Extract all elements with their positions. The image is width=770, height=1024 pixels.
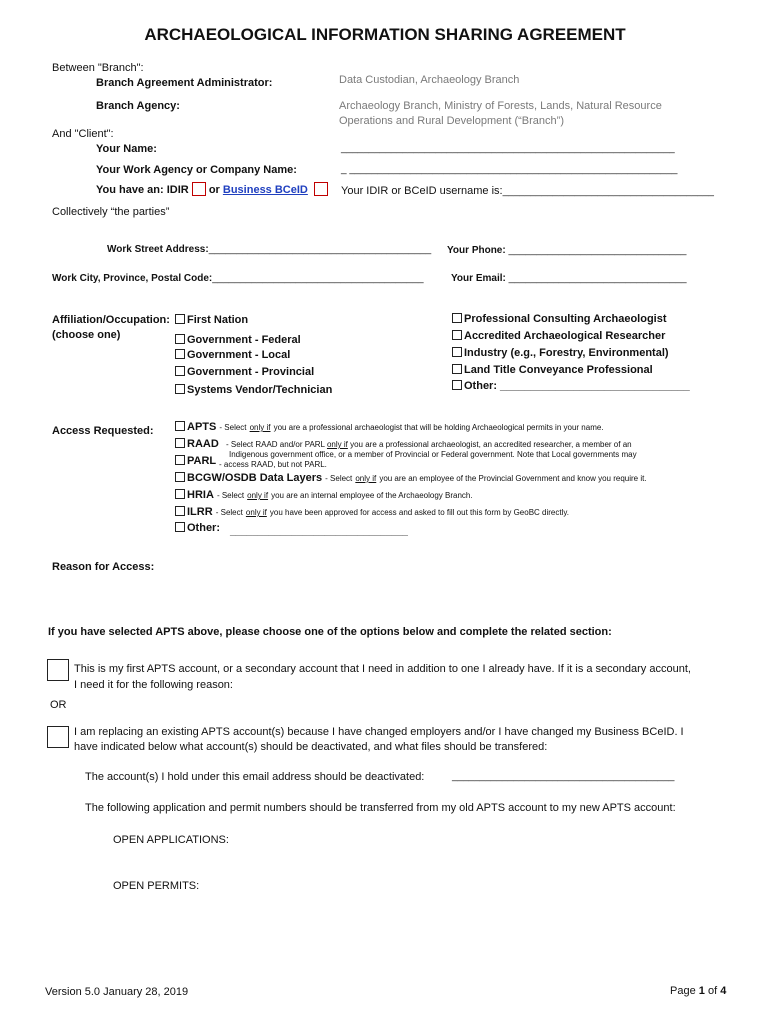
apts-desc-pre: - Select xyxy=(219,423,247,432)
street-row xyxy=(107,244,431,255)
bceid-checkbox[interactable] xyxy=(314,182,328,196)
option-label: Other: xyxy=(187,522,220,534)
hria-desc-post: you are an internal employee of the Archaeology Branch. xyxy=(271,491,473,500)
or-label: or xyxy=(208,184,220,196)
version-text: Version 5.0 January 28, 2019 xyxy=(45,986,189,998)
option-label: First Nation xyxy=(187,314,249,326)
checkbox-icon[interactable] xyxy=(175,506,185,516)
city-row xyxy=(52,273,424,284)
checkbox-icon[interactable] xyxy=(175,489,185,499)
option2-text-2: have indicated below what account(s) should be deactivated, and what files should be transfered: xyxy=(74,741,548,753)
access-option-parl[interactable] xyxy=(175,455,216,467)
option-label: Industry (e.g., Forestry, Environmental) xyxy=(464,347,669,359)
bcgw-only-if: only if xyxy=(355,474,377,483)
option-label: BCGW/OSDB Data Layers xyxy=(187,472,323,484)
option-label: Government - Federal xyxy=(187,334,301,346)
option-label: ILRR xyxy=(187,506,213,518)
deactivate-field[interactable]: ________________________________________ xyxy=(452,771,675,782)
admin-label: Branch Agreement Administrator: xyxy=(96,77,273,89)
between-heading: Between "Branch": xyxy=(52,62,144,74)
option1-checkbox[interactable] xyxy=(47,659,69,681)
have-an-row xyxy=(96,182,328,196)
bcgw-desc-post: you are an employee of the Provincial Government and know you require it. xyxy=(379,474,647,483)
affiliation-option[interactable] xyxy=(175,384,332,396)
email-row xyxy=(451,273,687,284)
affiliation-option[interactable] xyxy=(452,330,665,342)
option-label: Government - Provincial xyxy=(187,366,315,378)
apts-only-if: only if xyxy=(249,423,271,432)
affiliation-option[interactable] xyxy=(175,349,290,361)
company-field[interactable]: _ ___________________________________________________________ xyxy=(341,164,678,175)
hria-only-if: only if xyxy=(247,491,269,500)
agency-label: Branch Agency: xyxy=(96,100,180,112)
email-label: Your Email: xyxy=(451,273,506,284)
option2-checkbox[interactable] xyxy=(47,726,69,748)
checkbox-icon[interactable] xyxy=(175,438,185,448)
option1-text-1: This is my first APTS account, or a secondary account that I need in addition to one I already have. If it is a secondary account, xyxy=(74,663,691,675)
raad-only-if: only if xyxy=(326,440,348,449)
checkbox-icon[interactable] xyxy=(175,384,185,394)
page-current: 1 xyxy=(698,985,705,997)
idir-checkbox[interactable] xyxy=(192,182,206,196)
street-label: Work Street Address: xyxy=(107,244,209,255)
ilrr-only-if: only if xyxy=(245,508,267,517)
affiliation-option[interactable] xyxy=(175,314,248,326)
option1-text-2: I need it for the following reason: xyxy=(74,679,233,691)
hria-desc-pre: - Select xyxy=(216,491,245,500)
deactivate-label: The account(s) I hold under this email address should be deactivated: xyxy=(85,771,425,783)
idir-label: You have an: IDIR xyxy=(96,184,189,196)
checkbox-icon[interactable] xyxy=(175,314,185,324)
checkbox-icon[interactable] xyxy=(175,421,185,431)
affiliation-option[interactable] xyxy=(452,364,653,376)
access-option-hria[interactable] xyxy=(175,489,473,501)
checkbox-icon[interactable] xyxy=(175,349,185,359)
phone-row xyxy=(447,245,686,256)
email-field[interactable]: ________________________________ xyxy=(508,273,687,284)
option-label: PARL xyxy=(187,455,217,467)
checkbox-icon[interactable] xyxy=(452,380,462,390)
transfer-label: The following application and permit numbers should be transferred from my old APTS account to my new APTS account: xyxy=(85,802,676,814)
affiliation-option[interactable] xyxy=(175,334,301,346)
collectively-text: Collectively “the parties” xyxy=(52,206,170,218)
city-field[interactable]: ______________________________________ xyxy=(212,273,424,284)
phone-field[interactable]: ________________________________ xyxy=(508,245,687,256)
open-permits-label: OPEN PERMITS: xyxy=(113,880,200,892)
access-option-apts[interactable] xyxy=(175,421,604,433)
raad-desc-line3-text: access RAAD, but not PARL. xyxy=(223,460,327,469)
admin-value: Data Custodian, Archaeology Branch xyxy=(339,74,520,86)
option-label: Accredited Archaeological Researcher xyxy=(464,330,666,342)
checkbox-icon[interactable] xyxy=(175,472,185,482)
access-option-raad[interactable] xyxy=(175,438,219,450)
page-of: of xyxy=(707,985,718,997)
access-label: Access Requested: xyxy=(52,425,154,437)
client-heading: And "Client": xyxy=(52,128,114,140)
checkbox-icon[interactable] xyxy=(175,334,185,344)
checkbox-icon[interactable] xyxy=(175,522,185,532)
checkbox-icon[interactable] xyxy=(175,455,185,465)
bceid-link[interactable]: Business BCeID xyxy=(222,184,308,196)
raad-desc-pre: - Select RAAD and/or PARL xyxy=(226,440,325,449)
name-field[interactable]: ____________________________________________________________ xyxy=(341,143,675,154)
or-divider: OR xyxy=(50,699,67,711)
agency-value-2: Operations and Rural Development (“Branch”) xyxy=(339,115,564,127)
raad-desc-post: you are a professional archaeologist, an accredited researcher, a member of an xyxy=(350,440,632,449)
option-label: Professional Consulting Archaeologist xyxy=(464,313,667,325)
company-label: Your Work Agency or Company Name: xyxy=(96,164,297,176)
phone-label: Your Phone: xyxy=(447,245,506,256)
option-label: Government - Local xyxy=(187,349,291,361)
bcgw-desc-pre: - Select xyxy=(325,474,353,483)
checkbox-icon[interactable] xyxy=(175,366,185,376)
access-option-bcgw[interactable] xyxy=(175,472,647,484)
ilrr-desc-post: you have been approved for access and asked to fill out this form by GeoBC directly. xyxy=(269,508,570,517)
reason-label: Reason for Access: xyxy=(52,561,155,573)
page-total: 4 xyxy=(720,985,727,997)
checkbox-icon[interactable] xyxy=(452,330,462,340)
page-title: ARCHAEOLOGICAL INFORMATION SHARING AGREEMENT xyxy=(144,25,626,44)
street-field[interactable]: ________________________________________ xyxy=(208,244,432,255)
username-field[interactable]: ______________________________________ xyxy=(502,186,714,197)
checkbox-icon[interactable] xyxy=(452,313,462,323)
raad-desc-line1 xyxy=(226,440,632,449)
page-prefix: Page xyxy=(670,985,696,997)
access-option-ilrr[interactable] xyxy=(175,506,569,518)
option-label: Land Title Conveyance Professional xyxy=(464,364,653,376)
option-label: HRIA xyxy=(187,489,214,501)
option-label: RAAD xyxy=(187,438,219,450)
option-label: Other: _______________________________ xyxy=(464,380,690,392)
name-label: Your Name: xyxy=(96,143,157,155)
username-label: Your IDIR or BCeID username is: xyxy=(341,185,503,197)
open-applications-label: OPEN APPLICATIONS: xyxy=(113,834,229,846)
username-row xyxy=(341,185,714,197)
ilrr-desc-pre: - Select xyxy=(215,508,243,517)
agency-value-1: Archaeology Branch, Ministry of Forests, Lands, Natural Resource xyxy=(339,100,662,112)
access-option-other[interactable] xyxy=(175,522,220,534)
apts-section-heading: If you have selected APTS above, please choose one of the options below and complete the related section: xyxy=(48,626,612,638)
affiliation-label: Affiliation/Occupation: xyxy=(52,314,170,326)
access-other-field[interactable]: ________________________________ xyxy=(230,526,408,537)
affiliation-option[interactable] xyxy=(452,347,669,359)
option2-text-1: I am replacing an existing APTS account(s) because I have changed employers and/or I have changed my Business BCeID. I xyxy=(74,726,684,738)
affiliation-option[interactable] xyxy=(175,366,314,378)
affiliation-sublabel: (choose one) xyxy=(52,329,121,341)
checkbox-icon[interactable] xyxy=(452,347,462,357)
option-label: APTS xyxy=(187,421,217,433)
checkbox-icon[interactable] xyxy=(452,364,462,374)
affiliation-option[interactable] xyxy=(452,313,667,325)
raad-desc-line3: - access RAAD, but not PARL. xyxy=(219,460,327,469)
raad-desc-line2: Indigenous government office, or a member of Provincial or Federal government. Note that Local governments may xyxy=(229,450,637,459)
affiliation-option[interactable] xyxy=(452,380,690,392)
option-label: Systems Vendor/Technician xyxy=(187,384,333,396)
page-number xyxy=(670,985,726,997)
city-label: Work City, Province, Postal Code: xyxy=(52,273,213,284)
apts-desc-post: you are a professional archaeologist that will be holding Archaeological permits in your name. xyxy=(273,423,604,432)
